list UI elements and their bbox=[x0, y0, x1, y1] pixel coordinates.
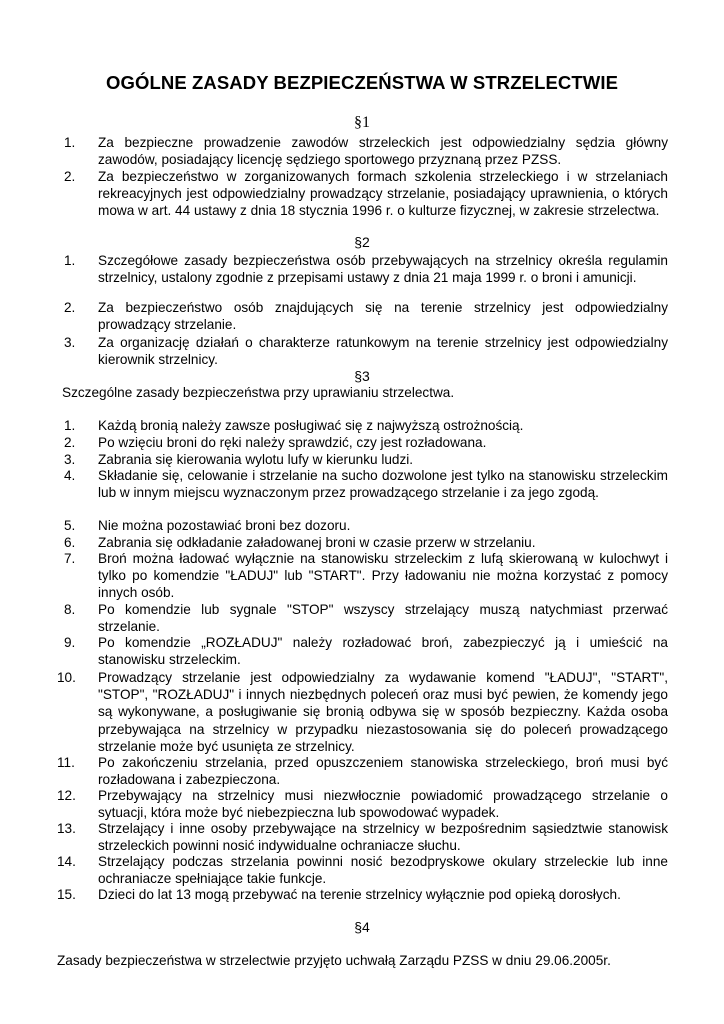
item-number: 15. bbox=[57, 887, 76, 902]
item-number: 9. bbox=[64, 635, 76, 650]
item-number: 14. bbox=[57, 854, 76, 869]
item-text: Po zakończeniu strzelania, przed opuszczeniem stanowiska strzeleckiego, broń musi być rozładowana i zabezpieczona. bbox=[98, 755, 668, 788]
item-text: Każdą bronią należy zawsze posługiwać się z najwyższą ostrożnością. bbox=[98, 418, 524, 433]
item-text: Prowadzący strzelanie jest odpowiedzialny za wydawanie komend "ŁADUJ", "START", "STOP", "ROZŁADUJ" i innych niezbędnych poleceń oraz musi być pewien, że komendy jego są wykonywane, a posługiwanie się bronią odbywa się w sposób bezpieczny. Każda osoba przebywająca na strzelnicy w przypadku niezastosowania się do poleceń prowadzącego strzelanie może być usunięta ze strzelnicy. bbox=[98, 670, 668, 754]
item-text: Po komendzie „ROZŁADUJ" należy rozładować broń, zabezpieczyć ją i umieścić na stanowisku strzeleckim. bbox=[98, 635, 668, 668]
section-3-intro: Szczególne zasady bezpieczeństwa przy uprawianiu strzelectwa. bbox=[62, 385, 455, 400]
item-number: 2. bbox=[64, 435, 76, 450]
item-text: Za bezpieczne prowadzenie zawodów strzeleckich jest odpowiedzialny sędzia główny zawodów, posiadający licencję sędziego sportowego przyznaną przez PZSS. bbox=[98, 135, 668, 168]
item-text: Za bezpieczeństwo w zorganizowanych formach szkolenia strzeleckiego i w strzelaniach rekreacyjnych jest odpowiedzialny prowadzący strzelanie, posiadający uprawnienia, o których mowa w art. 44 ustawy z dnia 18 stycznia 1996 r. o kulturze fizycznej, w zakresie strzelectwa. bbox=[98, 169, 668, 219]
item-text: Zabrania się kierowania wylotu lufy w kierunku ludzi. bbox=[98, 452, 414, 467]
closing-note: Zasady bezpieczeństwa w strzelectwie przyjęto uchwałą Zarządu PZSS w dniu 29.06.2005r. bbox=[57, 953, 611, 968]
item-number: 1. bbox=[64, 135, 76, 150]
item-text: Po wzięciu broni do ręki należy sprawdzić, czy jest rozładowana. bbox=[98, 435, 487, 450]
item-number: 1. bbox=[64, 418, 76, 433]
section-2-heading: §2 bbox=[354, 234, 370, 250]
item-number: 11. bbox=[57, 755, 75, 770]
item-number: 10. bbox=[57, 670, 76, 685]
item-number: 3. bbox=[64, 335, 76, 350]
section-1-heading: §1 bbox=[354, 114, 370, 131]
item-number: 2. bbox=[64, 300, 76, 315]
item-number: 5. bbox=[64, 518, 76, 533]
item-text: Dzieci do lat 13 mogą przebywać na terenie strzelnicy wyłącznie pod opieką dorosłych. bbox=[98, 887, 621, 902]
document-title: OGÓLNE ZASADY BEZPIECZEŃSTWA W STRZELECTWIE bbox=[105, 72, 619, 93]
item-text: Zabrania się odkładanie załadowanej broni w czasie przerw w strzelaniu. bbox=[98, 535, 536, 550]
item-number: 8. bbox=[64, 602, 76, 617]
item-number: 6. bbox=[64, 535, 76, 550]
item-number: 1. bbox=[64, 253, 76, 268]
item-text: Broń można ładować wyłącznie na stanowisku strzeleckim z lufą skierowaną w kulochwyt i tylko po komendzie "ŁADUJ" lub "START". Przy ładowaniu nie można korzystać z pomocy innych osób. bbox=[98, 551, 668, 601]
item-text: Przebywający na strzelnicy musi niezwłocznie powiadomić prowadzącego strzelanie o sytuacji, która może być niebezpieczna lub spowodować wypadek. bbox=[98, 788, 668, 821]
item-number: 4. bbox=[64, 468, 76, 483]
item-number: 7. bbox=[64, 551, 76, 566]
item-text: Nie można pozostawiać broni bez dozoru. bbox=[98, 518, 351, 533]
item-text: Strzelający i inne osoby przebywające na strzelnicy w bezpośrednim sąsiedztwie stanowisk strzeleckich powinni nosić indywidualne ochraniacze słuchu. bbox=[98, 821, 668, 854]
item-number: 2. bbox=[64, 169, 76, 184]
item-text: Strzelający podczas strzelania powinni nosić bezodpryskowe okulary strzeleckie lub inne ochraniacze spełniające takie funkcje. bbox=[98, 854, 668, 887]
item-text: Po komendzie lub sygnale "STOP" wszyscy strzelający muszą natychmiast przerwać strzelanie. bbox=[98, 602, 668, 635]
section-4-heading: §4 bbox=[354, 919, 370, 935]
item-number: 12. bbox=[57, 788, 76, 803]
item-text: Szczegółowe zasady bezpieczeństwa osób przebywających na strzelnicy określa regulamin strzelnicy, ustalony zgodnie z przepisami ustawy z dnia 21 maja 1999 r. o broni i amunicji. bbox=[98, 253, 668, 286]
item-number: 13. bbox=[57, 821, 76, 836]
item-number: 3. bbox=[64, 452, 76, 467]
section-3-heading: §3 bbox=[354, 368, 370, 384]
item-text: Za organizację działań o charakterze ratunkowym na terenie strzelnicy jest odpowiedzialny kierownik strzelnicy. bbox=[98, 335, 668, 368]
item-text: Składanie się, celowanie i strzelanie na sucho dozwolone jest tylko na stanowisku strzeleckim lub w innym miejscu wyznaczonym przez prowadzącego strzelanie i za jego zgodą. bbox=[98, 468, 668, 501]
item-text: Za bezpieczeństwo osób znajdujących się na terenie strzelnicy jest odpowiedzialny prowadzący strzelanie. bbox=[98, 300, 668, 333]
